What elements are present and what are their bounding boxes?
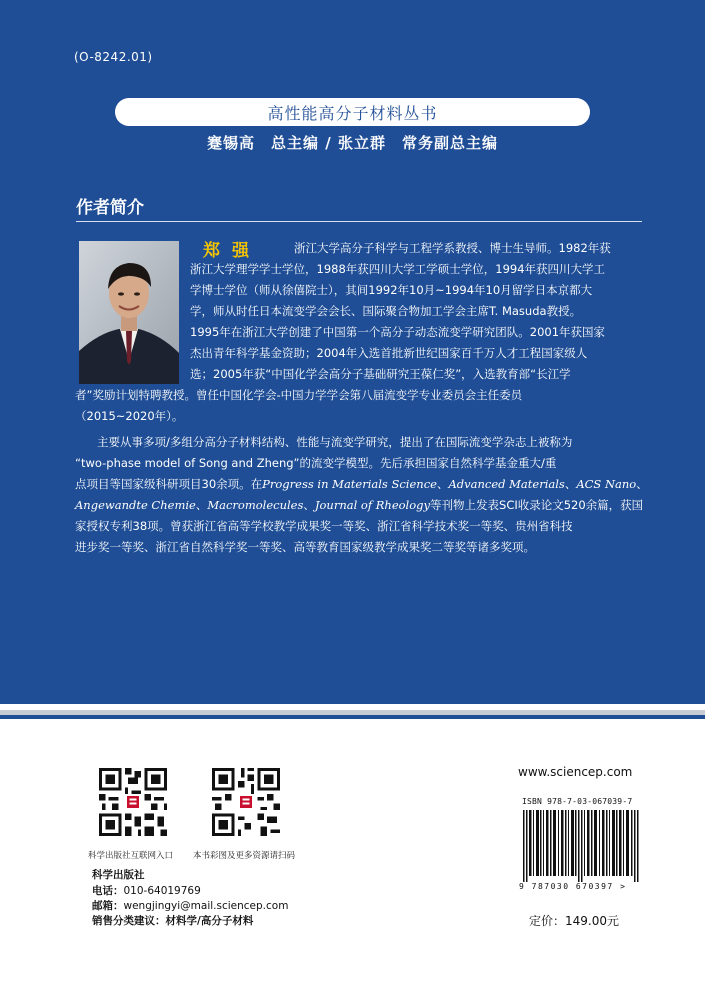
series-banner	[115, 98, 590, 126]
email-label: 邮箱：	[92, 900, 124, 912]
separator: 、	[195, 498, 208, 512]
separator: 、	[436, 477, 449, 491]
research-text: 等刊物上发表SCI收录论文520余篇，获国	[430, 498, 644, 512]
section-rule	[76, 221, 642, 222]
qr-code-icon[interactable]	[99, 768, 167, 836]
website-link[interactable]: www.sciencep.com	[518, 765, 633, 779]
isbn-text: ISBN 978-7-03-067039-7	[522, 797, 633, 806]
research-line: 家授权专利38项。曾获浙江省高等学校教学成果奖一等奖、浙江省科学技术奖一等奖、贵州省科技	[75, 519, 573, 533]
separator: 、	[636, 477, 648, 491]
bio-line: 选；2005年获“中国化学会高分子基础研究王葆仁奖”，入选教育部“长江学	[190, 367, 571, 381]
research-line: 主要从事多项/多组分高分子材料结构、性能与流变学研究，提出了在国际流变学杂志上被称为	[97, 435, 573, 449]
phone-row	[92, 883, 201, 898]
research-line: 进步奖一等奖、浙江省自然科学奖一等奖、高等教育国家级教学成果奖二等奖等诸多奖项。	[75, 540, 535, 554]
bio-line: 浙江大学高分子科学与工程学系教授、博士生导师。1982年获	[294, 241, 611, 255]
bio-line: 浙江大学理学学士学位，1988年获四川大学工学硕士学位，1994年获四川大学工	[190, 262, 606, 276]
price-label: 定价：	[529, 914, 566, 928]
journal-title: Macromolecules	[207, 498, 304, 512]
bio-line: 学博士学位（师从徐僖院士），其间1992年10月~1994年10月留学日本京都大	[190, 283, 593, 297]
research-line	[75, 474, 648, 495]
phone-number: 010-64019769	[123, 885, 201, 897]
bio-line: 1995年在浙江大学创建了中国第一个高分子动态流变学研究团队。2001年获国家	[190, 325, 606, 339]
journal-title: Journal of Rheology	[314, 498, 431, 512]
price-row	[529, 912, 619, 929]
qr1-caption: 科学出版社互联网入口	[88, 851, 174, 861]
sales-category: 销售分类建议：材料学/高分子材料	[92, 915, 254, 927]
series-title: 高性能高分子材料丛书	[267, 103, 438, 123]
research-line	[75, 495, 643, 516]
journal-title: Progress in Materials Science	[262, 477, 437, 491]
qr2-caption: 本书彩图及更多资源请扫码	[193, 851, 296, 861]
bio-line: 者”奖励计划特聘教授。曾任中国化学会-中国力学学会第八届流变学专业委员会主任委员	[75, 388, 523, 402]
author-name: 郑强	[203, 241, 261, 261]
bio-line: 杰出青年科学基金资助；2004年入选首批新世纪国家百千万人才工程国家级人	[190, 346, 588, 360]
research-line: “two-phase model of Song and Zheng”的流变学模型。先后承担国家自然科学基金重大/重	[75, 456, 557, 470]
journal-title: Advanced Materials	[448, 477, 565, 491]
author-portrait-image	[79, 241, 179, 384]
section-title: 作者简介	[76, 198, 144, 218]
qr-code-icon[interactable]	[212, 768, 280, 836]
publisher-name: 科学出版社	[92, 869, 145, 881]
bio-line: （2015~2020年）。	[75, 409, 184, 423]
email-row	[92, 898, 288, 913]
divider-stripe	[0, 715, 705, 719]
author-photo	[79, 241, 179, 384]
journal-title: ACS Nano	[576, 477, 637, 491]
price-value: 149.00元	[565, 914, 620, 928]
email-address[interactable]: wengjingyi@mail.sciencep.com	[123, 900, 289, 912]
barcode-digits: 9 787030 670397 >	[519, 882, 627, 891]
separator: 、	[303, 498, 315, 512]
editors-line: 蹇锡高 总主编 / 张立群 常务副总主编	[207, 134, 498, 152]
barcode-icon	[519, 810, 645, 882]
bio-line: 学，师从时任日本流变学会会长、国际聚合物加工学会主席T. Masuda教授。	[190, 304, 582, 318]
book-code: (O-8242.01)	[74, 50, 153, 64]
phone-label: 电话：	[92, 885, 124, 897]
journal-title: Angewandte Chemie	[75, 498, 196, 512]
research-text: 点项目等国家级科研项目30余项。在	[75, 477, 263, 491]
separator: 、	[564, 477, 577, 491]
